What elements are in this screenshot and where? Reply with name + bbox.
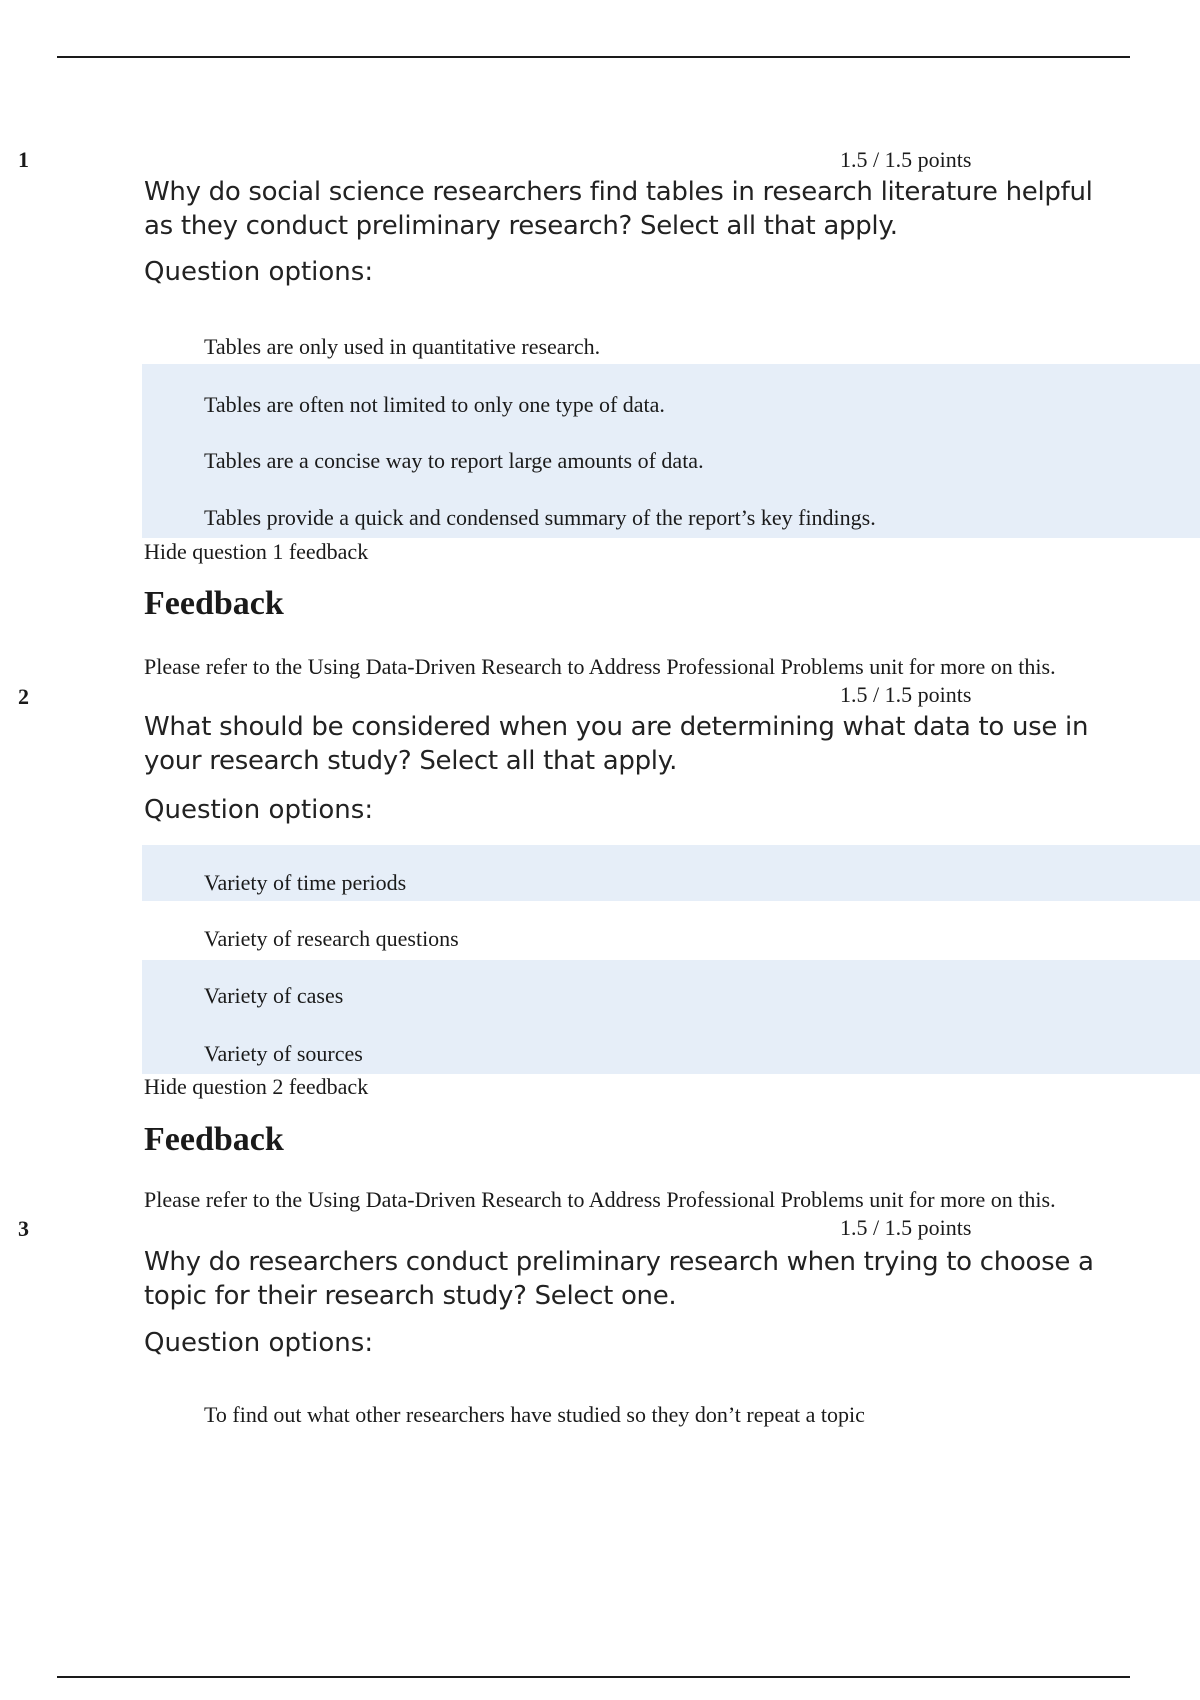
answer-option-selected[interactable]: Tables are often not limited to only one type of data. (204, 392, 665, 417)
question-text: Why do social science researchers find tables in research literature helpful as they conduct preliminary research? Select all that apply. (144, 177, 1093, 241)
question-points: 1.5 / 1.5 points (840, 682, 972, 707)
feedback-title: Feedback (144, 585, 284, 622)
answer-option-selected[interactable]: Tables are a concise way to report large amounts of data. (204, 448, 704, 473)
question-number: 1 (18, 147, 29, 172)
question-text: Why do researchers conduct preliminary research when trying to choose a topic for their research study? Select one. (144, 1247, 1094, 1311)
answer-option-selected[interactable]: Variety of cases (204, 983, 344, 1008)
feedback-text: Please refer to the Using Data-Driven Research to Address Professional Problems unit for more on this. (144, 1187, 1056, 1212)
hide-feedback-link[interactable]: Hide question 1 feedback (144, 539, 369, 564)
bottom-rule (57, 1676, 1130, 1678)
answer-option[interactable]: Variety of research questions (204, 926, 459, 951)
top-rule (57, 56, 1130, 58)
feedback-text: Please refer to the Using Data-Driven Research to Address Professional Problems unit for more on this. (144, 654, 1056, 679)
answer-option[interactable]: To find out what other researchers have studied so they don’t repeat a topic (204, 1402, 865, 1427)
question-number: 3 (18, 1216, 29, 1241)
hide-feedback-link[interactable]: Hide question 2 feedback (144, 1074, 369, 1099)
feedback-title: Feedback (144, 1121, 284, 1158)
question-number: 2 (18, 684, 29, 709)
answer-option-selected[interactable]: Variety of time periods (204, 870, 407, 895)
question-points: 1.5 / 1.5 points (840, 1215, 972, 1240)
question-options-label: Question options: (144, 1328, 374, 1358)
answer-option-selected[interactable]: Variety of sources (204, 1041, 363, 1066)
question-options-label: Question options: (144, 795, 374, 825)
question-points: 1.5 / 1.5 points (840, 147, 972, 172)
question-options-label: Question options: (144, 257, 374, 287)
answer-option[interactable]: Tables are only used in quantitative research. (204, 334, 601, 359)
question-text: What should be considered when you are determining what data to use in your research study? Select all that apply. (144, 712, 1089, 776)
answer-option-selected[interactable]: Tables provide a quick and condensed summary of the report’s key findings. (204, 505, 876, 530)
